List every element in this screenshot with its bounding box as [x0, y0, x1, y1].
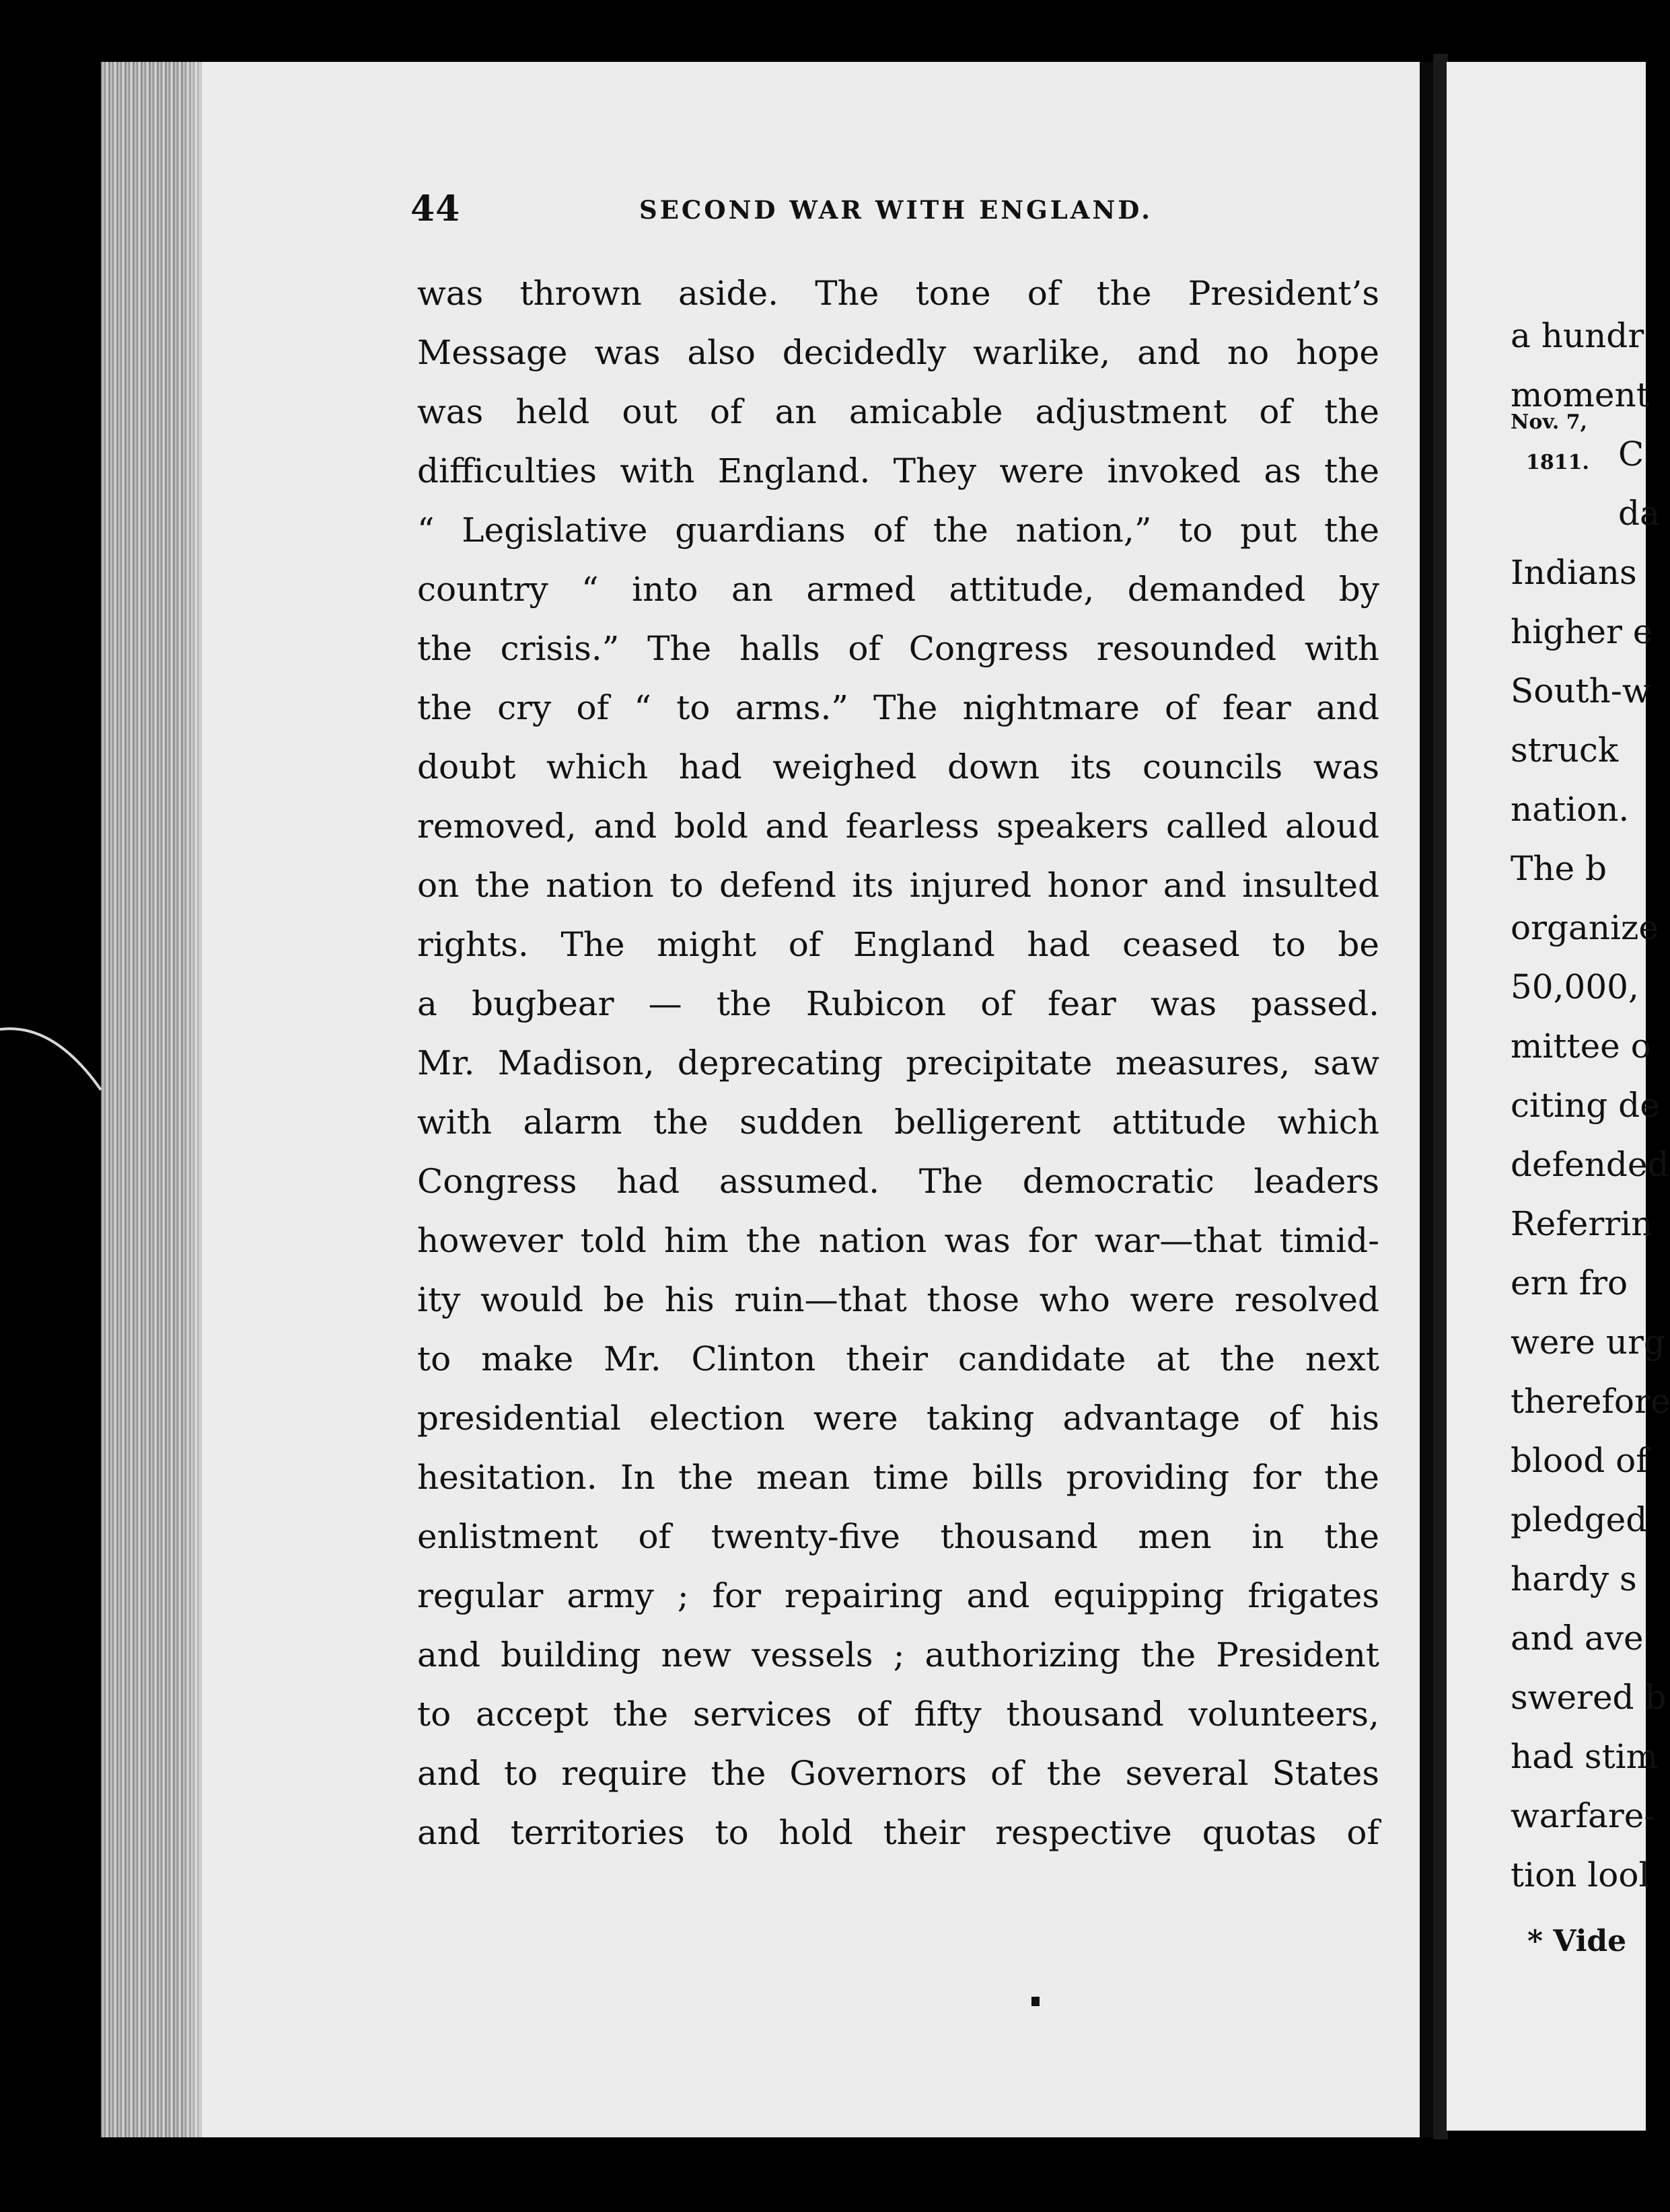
text-line: and ave — [1511, 1619, 1644, 1658]
text-line: Referrin — [1511, 1204, 1653, 1243]
side-note-year: 1811. — [1526, 451, 1589, 474]
page-edges-fade — [182, 62, 222, 2137]
text-line: 50,000, — [1511, 967, 1639, 1006]
text-line: citing de — [1511, 1086, 1660, 1125]
text-line: was thrown aside. The tone of the President’s — [417, 274, 1379, 313]
text-line: “ Legislative guardians of the nation,” to put the — [417, 511, 1379, 550]
text-line: nation. — [1511, 790, 1630, 829]
text-line: moment — [1511, 375, 1650, 414]
text-line: enlistment of twenty-five thousand men in the — [417, 1517, 1379, 1556]
text-line: on the nation to defend its injured honor and insulted — [417, 866, 1379, 905]
text-line: mittee o — [1511, 1027, 1651, 1066]
text-line: pledged — [1511, 1500, 1648, 1539]
bookmark-curve — [0, 1009, 108, 1144]
text-line: and territories to hold their respective quotas of — [417, 1813, 1379, 1852]
text-line: to make Mr. Clinton their candidate at the next — [417, 1339, 1379, 1378]
text-line: country “ into an armed attitude, demanded by — [417, 570, 1379, 609]
right-page-text — [1511, 306, 1670, 1905]
text-line: however told him the nation was for war—that timid- — [417, 1221, 1379, 1260]
text-line: da — [1618, 494, 1660, 533]
text-line: C — [1618, 435, 1644, 474]
text-line: organize — [1511, 908, 1659, 947]
right-page-edge — [1433, 54, 1448, 2139]
text-line: with alarm the sudden belligerent attitude which — [417, 1103, 1379, 1142]
text-line: to accept the services of fifty thousand volunteers, — [417, 1695, 1379, 1734]
text-line: blood of — [1511, 1441, 1648, 1480]
text-line: ity would be his ruin—that those who were resolved — [417, 1280, 1379, 1319]
text-line: South-w — [1511, 671, 1651, 710]
text-line: and to require the Governors of the several States — [417, 1754, 1379, 1793]
footer-mark — [1031, 1997, 1040, 2006]
text-line: defended — [1511, 1145, 1669, 1184]
text-line: the cry of “ to arms.” The nightmare of fear and — [417, 688, 1379, 727]
text-line: doubt which had weighed down its councils was — [417, 747, 1379, 786]
text-line: warfare- — [1511, 1796, 1656, 1835]
text-line: and building new vessels ; authorizing the President — [417, 1635, 1379, 1674]
text-line: higher e — [1511, 612, 1653, 651]
text-line: therefore — [1511, 1382, 1670, 1421]
page-number: 44 — [410, 188, 461, 229]
text-line: a bugbear — the Rubicon of fear was passed. — [417, 984, 1379, 1023]
text-line: Mr. Madison, deprecating precipitate measures, saw — [417, 1043, 1379, 1082]
text-line: Indians — [1511, 553, 1637, 592]
text-line: presidential election were taking advantage of his — [417, 1399, 1379, 1438]
text-line: rights. The might of England had ceased to be — [417, 925, 1379, 964]
text-line: ern fro — [1511, 1263, 1628, 1302]
text-line: hesitation. In the mean time bills providing for the — [417, 1458, 1379, 1497]
body-text — [417, 264, 1379, 1862]
text-line: Congress had assumed. The democratic leaders — [417, 1162, 1379, 1201]
text-line: removed, and bold and fearless speakers called aloud — [417, 807, 1379, 846]
text-line: swered b — [1511, 1678, 1667, 1717]
text-line: difficulties with England. They were invoked as the — [417, 451, 1379, 490]
text-line: was held out of an amicable adjustment of the — [417, 392, 1379, 431]
text-line: a hundr — [1511, 316, 1644, 355]
text-line: tion lool — [1511, 1855, 1650, 1894]
text-line: hardy s — [1511, 1559, 1637, 1598]
text-line: The b — [1511, 849, 1607, 888]
text-line: Message was also decidedly warlike, and no hope — [417, 333, 1379, 372]
text-line: were urg — [1511, 1323, 1665, 1362]
footnote: * Vide — [1527, 1924, 1627, 1958]
text-line: the crisis.” The halls of Congress resounded with — [417, 629, 1379, 668]
text-line: struck — [1511, 731, 1619, 770]
text-line: had stim — [1511, 1737, 1659, 1776]
running-head: SECOND WAR WITH ENGLAND. — [639, 195, 1153, 225]
side-note-date: Nov. 7, — [1511, 410, 1588, 434]
text-line: regular army ; for repairing and equipping frigates — [417, 1576, 1379, 1615]
